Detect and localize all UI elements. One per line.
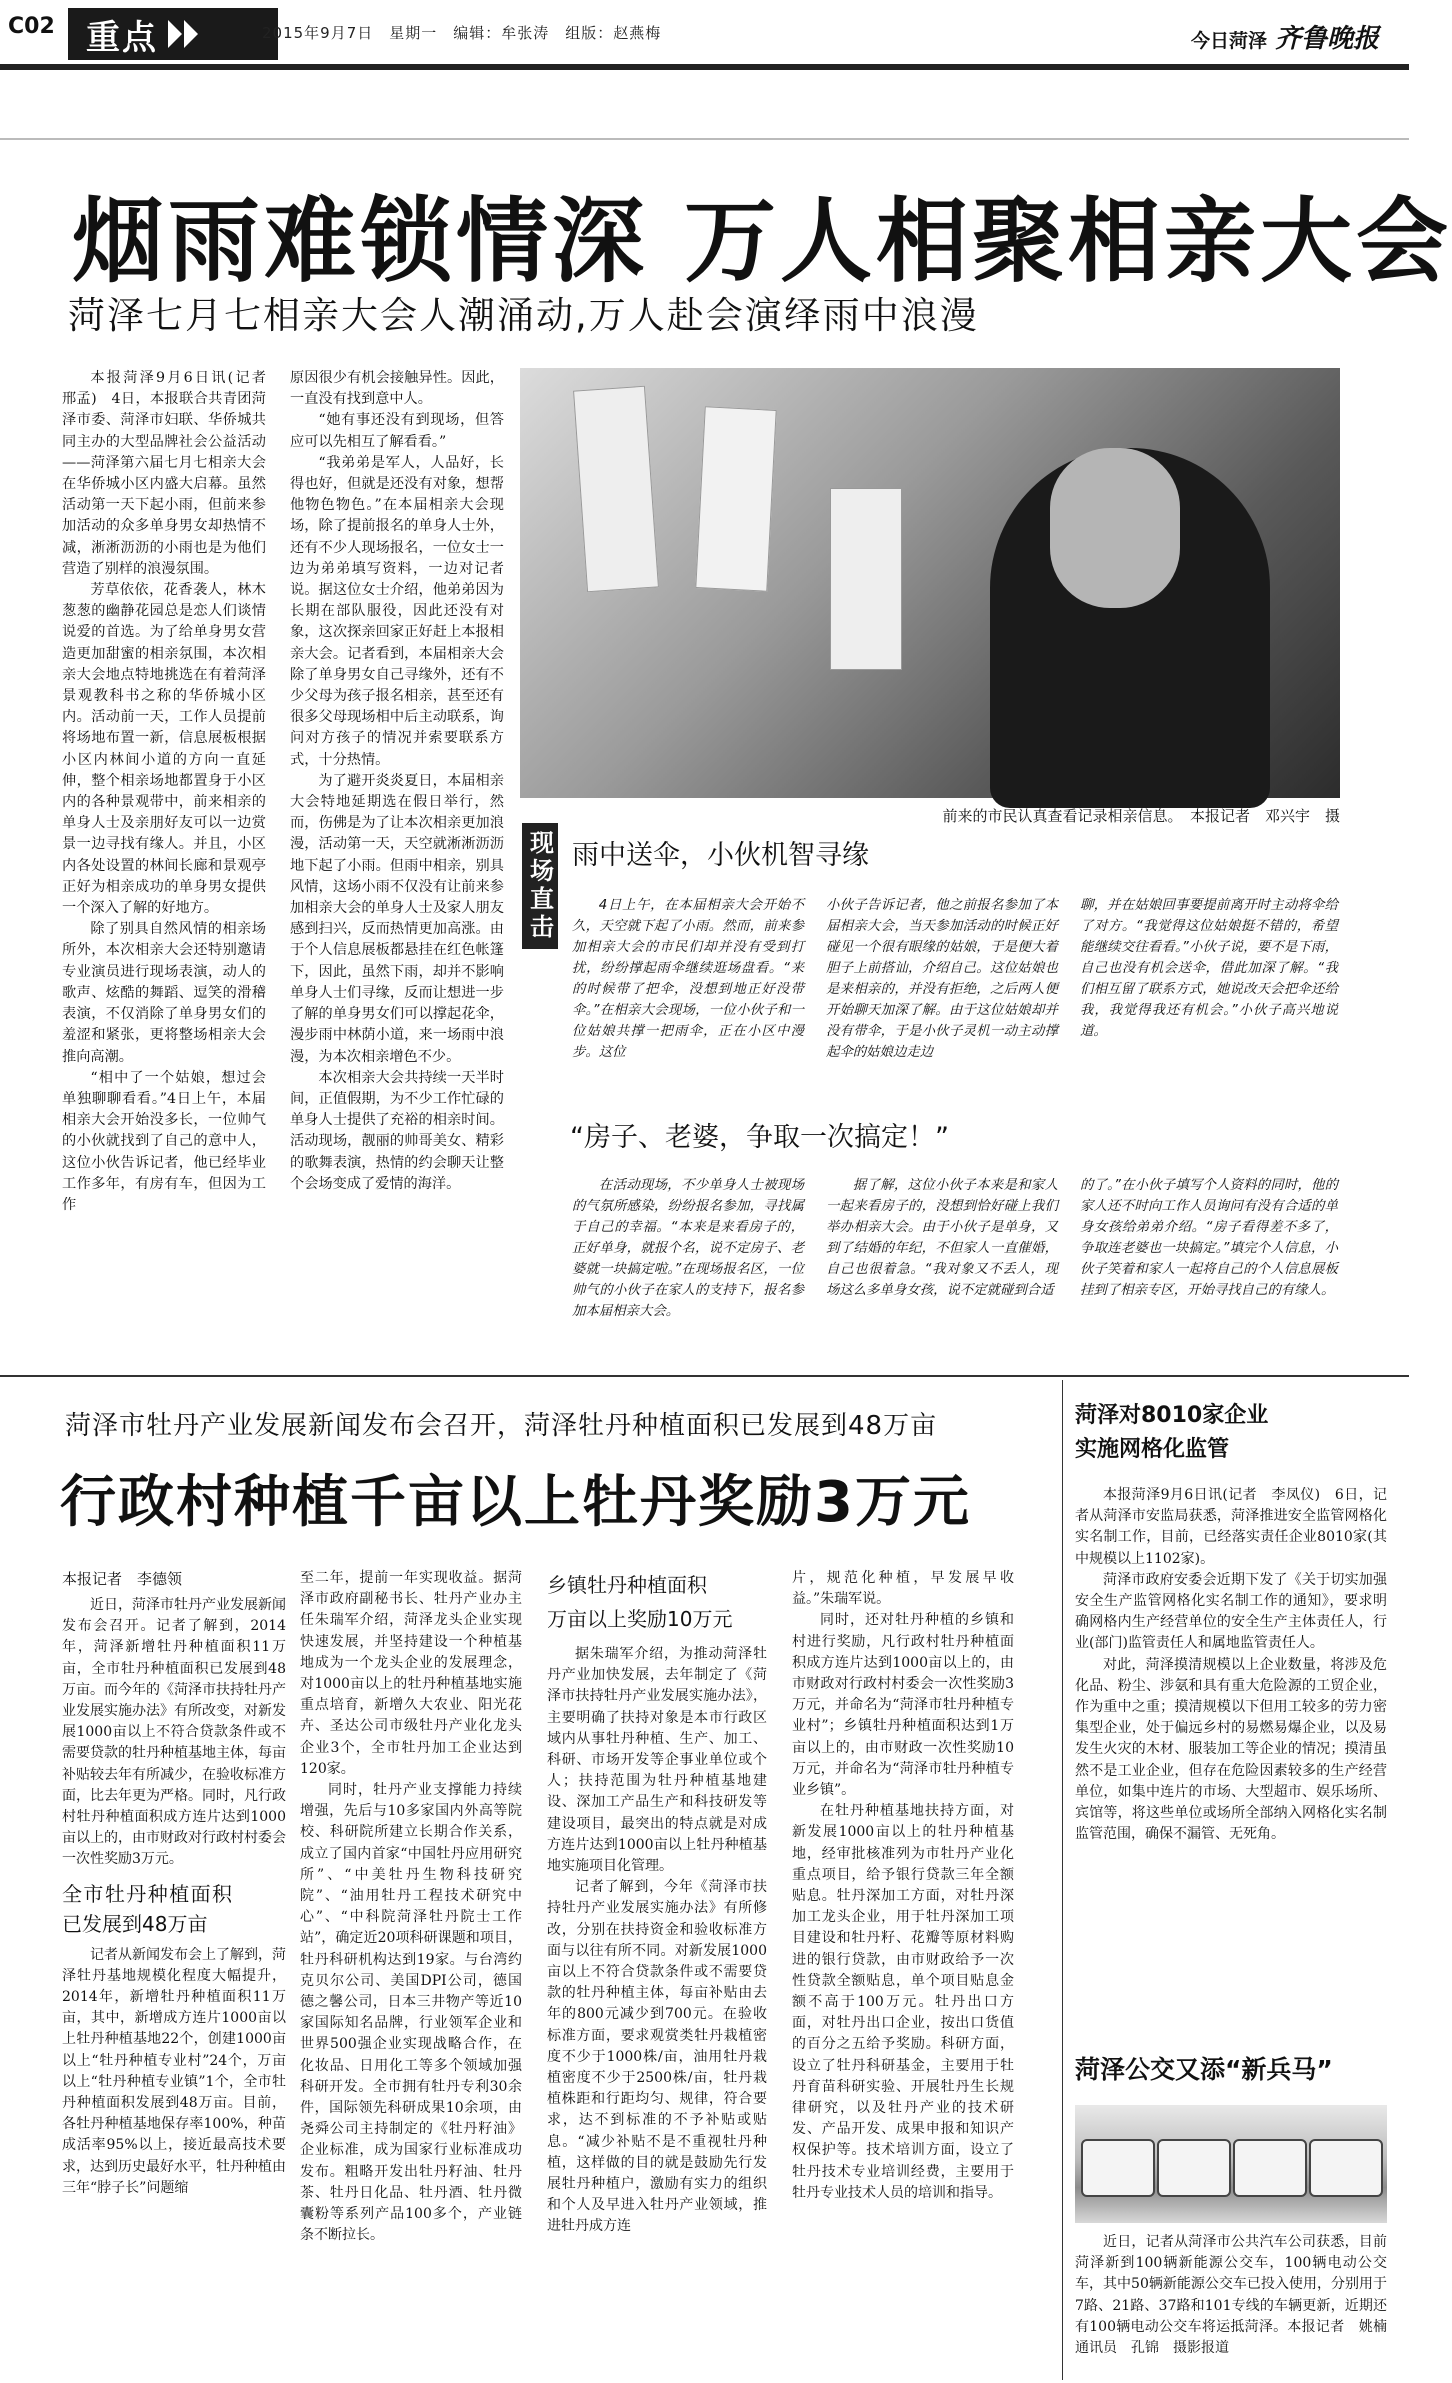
header-rule [0, 64, 1409, 70]
paragraph: 记者从新闻发布会上了解到，菏泽牡丹基地规模化程度大幅提升，2014年，新增牡丹种植面积11万亩，其中，新增成方连片1000亩以上牡丹种植基地22个，创建1000亩以上“牡丹种植专业村”24个，万亩以上“牡丹种植专业镇”1个，全市牡丹种植面积发展到48万亩。目前，各牡丹种植基地保存率100%，种苗成活率95%以上，接近最高技术要求，达到历史最好水平，牡丹种植由三年“脖子长”问题缩 [62, 1946, 286, 2196]
paragraph: 原因很少有机会接触异性。因此，一直没有找到意中人。 [290, 370, 504, 408]
header-divider [0, 138, 1409, 140]
paragraph: 据了解，这位小伙子本来是和家人一起来看房子的，没想到恰好碰上我们举办相亲大会。由于小伙子是单身，又到了结婚的年纪，不但家人一直催婚，自己也很着急。“我对象又不丢人，现场这么多单身女孩，说不定就碰到合适 [826, 1178, 1058, 1298]
house-col-2 [826, 1175, 1058, 1365]
paragraph: 片，规范化种植，早发展早收益。”朱瑞军说。 [792, 1570, 1014, 1608]
lead-subhead: 菏泽七月七相亲大会人潮涌动,万人赴会演绎雨中浪漫 [68, 294, 979, 337]
paragraph: 小伙子告诉记者，他之前报名参加了本届相亲大会，当天参加活动的时候正好碰见一个很有眼缘的姑娘，于是便大着胆子上前搭讪，介绍自己。这位姑娘也是来相亲的，并没有拒绝，之后两人便开始聊天加深了解。由于这位姑娘却并没有带伞，于是小伙子灵机一动主动撑起伞的姑娘边走边 [826, 898, 1058, 1060]
info-board [830, 488, 902, 670]
page-number: C02 [8, 14, 55, 39]
paragraph: “我弟弟是军人，人品好，长得也好，但就是还没有对象，想帮他物色物色。”在本届相亲大会现场，除了提前报名的单身人士外，还有不少人现场报名，一位女士一边为弟弟填写资料，一边对记者说。据这位女士介绍，他弟弟因为长期在部队服役，因此还没有对象，这次探亲回家正好赶上本报相亲大会。记者看到，本届相亲大会除了单身男女自己寻缘外，还有不少父母为孩子报名相亲，甚至还有很多父母现场相中后主动联系，询问对方孩子的情况并索要联系方式，十分热情。 [290, 454, 504, 768]
photo-caption: 前来的市民认真查看记录相亲信息。 本报记者 邓兴宇 摄 [942, 807, 1340, 825]
peony-byline: 本报记者 李德领 [62, 1570, 183, 1588]
paragraph: 本报菏泽9月6日讯(记者 李凤仪) 6日，记者从菏泽市安监局获悉，菏泽推进安全监管网格化实名制工作，目前，已经落实责任企业8010家(其中规模以上1102家)。 [1075, 1487, 1387, 1567]
paragraph: “相中了一个姑娘，想过会单独聊聊看看。”4日上午，本届相亲大会开始没多长，一位帅气的小伙就找到了自己的意中人，这位小伙告诉记者，他已经毕业工作多年，有房有车，但因为工作 [62, 1069, 266, 1213]
paragraph: 同时，牡丹产业支撑能力持续增强，先后与10多家国内外高等院校、科研院所建立长期合作关系，成立了国内首家“中国牡丹应用研究所”、“中美牡丹生物科技研究院”、“油用牡丹工程技术研究中心”、“中科院菏泽牡丹院士工作站”，确定近20项科研课题和项目，牡丹科研机构达到19家。与台湾约克贝尔公司、美国DPI公司，德国德之馨公司，日本三井物产等近10家国际知名品牌，行业领军企业和世界500强企业实现战略合作，在化妆品、日用化工等多个领域加强科研开发。全市拥有牡丹专利30余件，国际领先科研成果10余项，由尧舜公司主持制定的《牡丹籽油》企业标准，成为国家行业标准成功发布。粗略开发出牡丹籽油、牡丹茶、牡丹日化品、牡丹酒、牡丹微囊粉等系列产品100多个，产业链条不断拉长。 [300, 1782, 522, 2244]
bus-photo [1075, 2105, 1387, 2223]
lead-column-1 [62, 368, 281, 1363]
peony-column-2 [300, 1568, 522, 2375]
house-col-3 [1080, 1175, 1338, 1365]
lead-photo [520, 368, 1340, 798]
house-col-1 [572, 1175, 804, 1365]
section-label: 重点 [86, 17, 158, 58]
bus-story-title: 菏泽公交又添“新兵马” [1075, 2055, 1333, 2084]
chevron-right-icon [184, 20, 198, 48]
umbrella-col-1 [572, 895, 804, 1105]
info-board [695, 406, 776, 592]
paragraph: 本报菏泽9月6日讯(记者 邢孟) 4日，本报联合共青团菏泽市委、菏泽市妇联、华侨城共同主办的大型品牌社会公益活动——菏泽第六届七月七相亲大会在华侨城小区内盛大启幕。虽然活动第一天下起小雨，但前来参加活动的众多单身男女却热情不减，淅淅沥沥的小雨也是为他们营造了别样的浪漫氛围。 [62, 370, 281, 577]
bus-shape [1157, 2139, 1231, 2197]
section-badge [68, 8, 278, 60]
paragraph: 据朱瑞军介绍，为推动菏泽牡丹产业加快发展，去年制定了《菏泽市扶持牡丹产业发展实施办法》，主要明确了扶持对象是本市行政区域内从事牡丹种植、生产、加工、科研、市场开发等企事业单位或个人；扶持范围为牡丹种植基地建设、深加工产品生产和科技研发等建设项目，最突出的特点就是对成方连片达到1000亩以上牡丹种植基地实施项目化管理。 [547, 1646, 767, 1875]
peony-subhead: 菏泽市牡丹产业发展新闻发布会召开，菏泽牡丹种植面积已发展到48万亩 [65, 1411, 938, 1441]
peony-crosshead-2b: 万亩以上奖励10万元 [547, 1607, 733, 1631]
subhead-umbrella: 雨中送伞，小伙机智寻缘 [572, 840, 869, 871]
paragraph: 在牡丹种植基地扶持方面，对新发展1000亩以上的牡丹种植基地，经审批核准列为市牡丹产业化重点项目，给予银行贷款三年全额贴息。牡丹深加工方面，对牡丹深加工龙头企业，用于牡丹深加工项目建设和牡丹籽、花瓣等原材料购进的银行贷款，由市财政给予一次性贷款全额贴息，单个项目贴息金额不高于100万元。牡丹出口方面，对牡丹出口企业，按出口货值的百分之五给予奖励。科研方面，设立了牡丹科研基金，主要用于牡丹育苗科研实验、开展牡丹生长规律研究，以及牡丹产业的技术研发、产品开发、成果申报和知识产权保护等。技术培训方面，设立了牡丹技术专业培训经费，主要用于牡丹专业技术人员的培训和指导。 [792, 1803, 1014, 2201]
photo-person-face [1050, 448, 1180, 608]
paragraph: 同时，还对牡丹种植的乡镇和村进行奖励，凡行政村牡丹种植面积成方连片达到1000亩以上的，由市财政对行政村村委会一次性奖励3万元，并命名为“菏泽市牡丹种植专业村”；乡镇牡丹种植面积达到1万亩以上的，由市财政一次性奖励10万元，并命名为“菏泽市牡丹种植专业乡镇”。 [792, 1612, 1014, 1799]
paragraph: 的了。”在小伙子填写个人资料的同时，他的家人还不时向工作人员询问有没有合适的单身女孩给弟弟介绍。“房子看得差不多了，争取连老婆也一块搞定。”填完个人信息，小伙子笑着和家人一起将自己的个人信息展板挂到了相亲专区，开始寻找自己的有缘人。 [1080, 1178, 1338, 1298]
bus-shape [1233, 2139, 1307, 2197]
bus-story-body [1075, 2232, 1401, 2377]
umbrella-col-2 [826, 895, 1058, 1105]
peony-column-3 [547, 1568, 767, 2375]
region-label: 今日菏泽 [1190, 30, 1267, 52]
peony-crosshead-2a: 乡镇牡丹种植面积 [547, 1573, 707, 1597]
paragraph: 近日，记者从菏泽市公共汽车公司获悉，目前菏泽新到100辆新能源公交车，100辆电动公交车，其中50辆新能源公交车已投入使用，分别用于7路、21路、37路和101专线的车辆更新，近期还有100辆电动公交车将运抵菏泽。本报记者 姚楠 通讯员 孔锦 摄影报道 [1075, 2234, 1401, 2357]
paragraph: 在活动现场，不少单身人士被现场的气氛所感染，纷纷报名参加，寻找属于自己的幸福。“本来是来看房子的，正好单身，就报个名，说不定房子、老婆就一块搞定啦。”在现场报名区，一位帅气的小伙子在家人的支持下，报名参加本届相亲大会。 [572, 1178, 804, 1319]
paragraph: 菏泽市政府安委会近期下发了《关于切实加强安全生产监管网格化实名制工作的通知》，要求明确网格内生产经营单位的安全生产主体责任人，行业(部门)监管责任人和属地监管责任人。 [1075, 1571, 1387, 1652]
masthead [1191, 18, 1379, 55]
brand-logo: 齐鲁晚报 [1274, 24, 1379, 54]
paragraph: 芳草依依，花香袭人，林木葱葱的幽静花园总是恋人们谈情说爱的首选。为了给单身男女营造更加甜蜜的相亲氛围，本次相亲大会地点特地挑选在有着菏泽景观教科书之称的华侨城小区内。活动前一天，工作人员提前将场地布置一新，信息展板根据小区内林间小道的方向一直延伸，整个相亲场地都置身于小区内的各种景观带中，前来相亲的单身人士及亲朋好友可以一边赏景一边寻找有缘人。并且，小区内各处设置的林间长廊和景观亭正好为相亲成功的单身男女提供一个深入了解的好地方。 [62, 582, 266, 917]
paragraph: “她有事还没有到现场，但答应可以先相互了解看看。” [290, 412, 504, 450]
peony-column-1 [62, 1595, 286, 2375]
paragraph: 聊，并在姑娘回事要提前离开时主动将伞给了对方。“我觉得这位姑娘挺不错的，希望能继续交往看看。”小伙子说，要不是下雨，自己也没有机会送伞，借此加深了解。“我们相互留了联系方式，她说改天会把伞还给我，我觉得我还有机会。”小伙子高兴地说道。 [1080, 898, 1338, 1039]
info-board [573, 386, 659, 593]
peony-column-4 [792, 1568, 1014, 2375]
paragraph: 4日上午，在本届相亲大会开始不久，天空就下起了小雨。然而，前来参加相亲大会的市民们却并没有受到打扰，纷纷撑起雨伞继续逛场盘看。“来的时候带了把伞，没想到地正好没带伞。”在相亲大会现场，一位小伙子和一位姑娘共撑一把雨伞，正在小区中漫步。这位 [572, 898, 804, 1060]
lead-column-2 [290, 368, 504, 1363]
umbrella-col-3 [1080, 895, 1338, 1105]
subhead-house: “房子、老婆，争取一次搞定！” [570, 1122, 949, 1153]
paragraph: 记者了解到，今年《菏泽市扶持牡丹产业发展实施办法》有所修改，分别在扶持资金和验收标准方面与以往有所不同。对新发展1000亩以上不符合贷款条件或不需要贷款的牡丹种植主体，每亩补贴由去年的800元减少到700元。在验收标准方面，要求观赏类牡丹栽植密度不少于1000株/亩，油用牡丹栽植密度不少于2500株/亩，牡丹栽植株距和行距均匀、规律，符合要求，达不到标准的不予补贴或贴息。“减少补贴不是不重视牡丹种植，这样做的目的就是鼓励先行发展牡丹种植户，激励有实力的组织和个人及早进入牡丹产业领域，推进牡丹成方连 [547, 1879, 767, 2235]
paragraph: 为了避开炎炎夏日，本届相亲大会特地延期选在假日举行，然而，伤佛是为了让本次相亲更加浪漫，活动第一天，天空就淅淅沥沥地下起了小雨。但雨中相亲，别具风情，这场小雨不仅没有让前来参加相亲大会的单身人士及家人朋友感到扫兴，反而热情更加高涨。由于个人信息展板都悬挂在红色帐篷下，因此，虽然下雨，却并不影响单身人士们寻缘，反而让想进一步了解的单身男女们可以撑起花伞，漫步雨中林荫小道，来一场雨中浪漫，为本次相亲增色不少。 [290, 772, 504, 1065]
peony-crosshead-1: 全市牡丹种植面积已发展到48万亩 [62, 1881, 232, 1936]
paragraph: 本次相亲大会共持续一天半时间，正值假期，为不少工作忙碌的单身人士提供了充裕的相亲时间。活动现场，靓丽的帅哥美女、精彩的歌舞表演，热情的约会聊天让整个会场变成了爱情的海洋。 [290, 1069, 504, 1192]
grid-supervision-title-2: 实施网格化监管 [1075, 1437, 1230, 1462]
issue-info: 2015年9月7日 星期一 编辑：牟张涛 组版：赵燕梅 [262, 24, 662, 42]
chevron-right-icon [168, 20, 182, 48]
bus-shape [1309, 2139, 1383, 2197]
lead-headline: 烟雨难锁情深 万人相聚相亲大会 [72, 188, 1452, 295]
live-report-label: 现场直击 [522, 823, 558, 949]
paragraph: 除了别具自然风情的相亲场所外，本次相亲大会还特别邀请专业演员进行现场表演，动人的歌声、炫酷的舞蹈、逗笑的滑稽表演，不仅消除了单身男女们的羞涩和紧张，更将整场相亲大会推向高潮。 [62, 921, 266, 1065]
bus-shape [1081, 2139, 1155, 2197]
paragraph: 至二年，提前一年实现收益。据菏泽市政府副秘书长、牡丹产业办主任朱瑞军介绍，菏泽龙头企业实现快速发展，并坚持建设一个种植基地成为一个龙头企业的发展理念，对1000亩以上的牡丹种植基地实施重点培育，新增久大农业、阳光花卉、圣达公司市级牡丹产业化龙头企业3个，全市牡丹加工企业达到120家。 [300, 1570, 522, 1777]
section-divider [0, 1375, 1409, 1377]
column-divider [1062, 1380, 1063, 2380]
grid-supervision-body [1075, 1485, 1387, 2025]
paragraph: 近日，菏泽市牡丹产业发展新闻发布会召开。记者了解到，2014年，菏泽新增牡丹种植面积11万亩，全市牡丹种植面积已发展到48万亩。而今年的《菏泽市扶持牡丹产业发展实施办法》有所改变，对新发展1000亩以上不符合贷款条件或不需要贷款的牡丹种植基地主体，每亩补贴较去年有所减少，在验收标准方面，比去年更为严格。同时，凡行政村牡丹种植面积成方连片达到1000亩以上的，由市财政对行政村村委会一次性奖励3万元。 [62, 1597, 286, 1868]
peony-headline: 行政村种植千亩以上牡丹奖励3万元 [60, 1470, 971, 1535]
paragraph: 对此，菏泽摸清规模以上企业数量，将涉及危化品、粉尘、涉氨和具有重大危险源的工贸企业，作为重中之重；摸清规模以下但用工较多的劳力密集型企业，处于偏远乡村的易燃易爆企业，以及易发生火灾的木材、服装加工等企业的情况；摸清虽然不是工业企业，但存在危险因素较多的生产经营单位，如集中连片的市场、大型超市、娱乐场所、宾馆等，将这些单位或场所全部纳入网格化实名制监管范围，确保不漏管、无死角。 [1075, 1656, 1387, 1843]
grid-supervision-title-1: 菏泽对8010家企业 [1075, 1403, 1269, 1428]
